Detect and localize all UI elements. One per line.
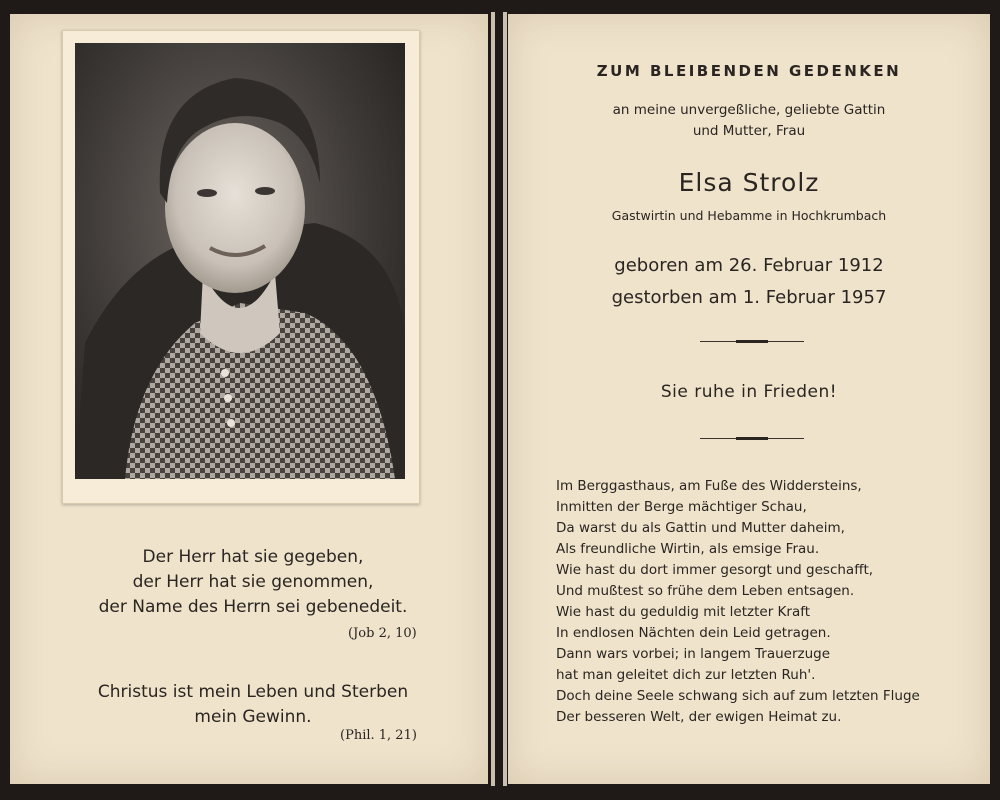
portrait-drawing [75, 43, 405, 479]
poem-line: Und mußtest so frühe dem Leben entsagen. [556, 583, 855, 599]
life-dates [508, 250, 990, 314]
poem-line: hat man geleitet dich zur letzten Ruh'. [556, 667, 816, 683]
birth-date: geboren am 26. Februar 1912 [614, 255, 884, 276]
dedication-line: und Mutter, Frau [692, 123, 806, 139]
dress-button [224, 394, 232, 402]
bible-verse-job [48, 545, 458, 620]
death-date: gestorben am 1. Februar 1957 [611, 287, 887, 308]
bible-verse-philippians [48, 680, 458, 730]
dedication [508, 100, 990, 142]
verse-line: der Name des Herrn sei gebenedeit. [98, 597, 408, 617]
memorial-title: ZUM BLEIBENDEN GEDENKEN [596, 62, 902, 80]
verse-line: Christus ist mein Leben und Sterben [97, 682, 409, 702]
verse-line: Der Herr hat sie gegeben, [142, 547, 364, 567]
dedication-line: an meine unvergeßliche, geliebte Gattin [612, 102, 886, 118]
poem-line: Dann wars vorbei; in langem Trauerzuge [556, 646, 831, 662]
dress-button [221, 369, 229, 377]
rest-in-peace-blessing: Sie ruhe in Frieden! [660, 382, 838, 402]
verse-reference-philippians: (Phil. 1, 21) [340, 728, 417, 743]
poem-line: Im Berggasthaus, am Fuße des Widdersteins, [556, 478, 862, 494]
deceased-name: Elsa Strolz [678, 168, 820, 197]
poem-line: Doch deine Seele schwang sich auf zum letzten Fluge [556, 688, 920, 704]
poem-line: Als freundliche Wirtin, als emsige Frau. [556, 541, 820, 557]
portrait-photo-mount [62, 30, 420, 504]
verse-reference-job: (Job 2, 10) [348, 626, 417, 641]
poem-line: Da warst du als Gattin und Mutter daheim, [556, 520, 845, 536]
poem-line: Wie hast du dort immer gesorgt und geschafft, [556, 562, 874, 578]
verse-line: mein Gewinn. [194, 707, 312, 727]
memorial-poem [556, 476, 976, 728]
face [165, 123, 305, 293]
verse-line: der Herr hat sie genommen, [132, 572, 374, 592]
left-eye [197, 189, 217, 197]
poem-line: Inmitten der Berge mächtiger Schau, [556, 499, 807, 515]
portrait-photo [75, 43, 405, 479]
dress-button [227, 419, 235, 427]
ornamental-divider [700, 341, 804, 342]
poem-line: In endlosen Nächten dein Leid getragen. [556, 625, 831, 641]
poem-line: Der besseren Welt, der ewigen Heimat zu. [556, 709, 842, 725]
card-fold-crease [491, 12, 495, 786]
card-fold-crease [503, 12, 507, 786]
poem-line: Wie hast du geduldig mit letzter Kraft [556, 604, 811, 620]
deceased-occupation: Gastwirtin und Hebamme in Hochkrumbach [611, 208, 887, 223]
ornamental-divider [700, 438, 804, 439]
right-eye [255, 187, 275, 195]
